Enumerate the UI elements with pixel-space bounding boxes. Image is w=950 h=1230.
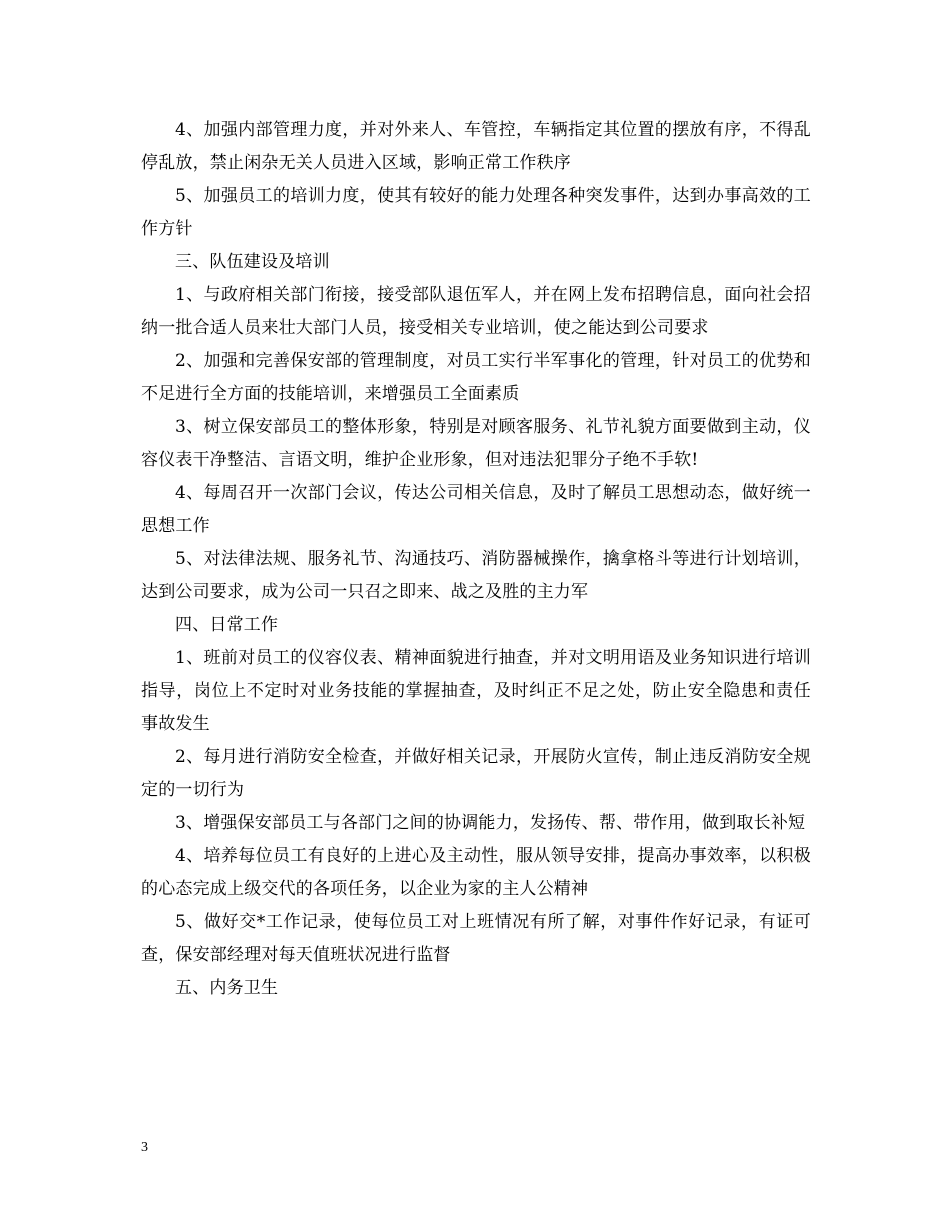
paragraph: 1、班前对员工的仪容仪表、精神面貌进行抽查，并对文明用语及业务知识进行培训指导，岗位上不定时对业务技能的掌握抽查，及时纠正不足之处，防止安全隐患和责任事故发生 bbox=[141, 648, 811, 734]
section-heading: 三、队伍建设及培训 bbox=[175, 252, 330, 272]
paragraph: 4、加强内部管理力度，并对外来人、车管控，车辆指定其位置的摆放有序，不得乱停乱放，禁止闲杂无关人员进入区域，影响正常工作秩序 bbox=[141, 120, 811, 173]
paragraph: 5、加强员工的培训力度，使其有较好的能力处理各种突发事件，达到办事高效的工作方针 bbox=[141, 186, 811, 239]
paragraph: 3、增强保安部员工与各部门之间的协调能力，发扬传、帮、带作用，做到取长补短 bbox=[175, 813, 806, 833]
page-number: 3 bbox=[141, 1140, 148, 1155]
section-heading: 五、内务卫生 bbox=[175, 978, 279, 998]
paragraph: 4、培养每位员工有良好的上进心及主动性，服从领导安排，提高办事效率，以积极的心态完成上级交代的各项任务，以企业为家的主人公精神 bbox=[141, 846, 811, 899]
paragraph: 5、对法律法规、服务礼节、沟通技巧、消防器械操作，擒拿格斗等进行计划培训，达到公司要求，成为公司一只召之即来、战之及胜的主力军 bbox=[141, 549, 811, 602]
paragraph: 3、树立保安部员工的整体形象，特别是对顾客服务、礼节礼貌方面要做到主动，仪容仪表干净整洁、言语文明，维护企业形象，但对违法犯罪分子绝不手软! bbox=[141, 417, 811, 470]
document-body bbox=[141, 114, 811, 1005]
paragraph: 5、做好交*工作记录，使每位员工对上班情况有所了解，对事件作好记录，有证可查，保安部经理对每天值班状况进行监督 bbox=[141, 912, 811, 965]
paragraph: 1、与政府相关部门衔接，接受部队退伍军人，并在网上发布招聘信息，面向社会招纳一批合适人员来壮大部门人员，接受相关专业培训，使之能达到公司要求 bbox=[141, 285, 811, 338]
paragraph: 2、加强和完善保安部的管理制度，对员工实行半军事化的管理，针对员工的优势和不足进行全方面的技能培训，来增强员工全面素质 bbox=[141, 351, 811, 404]
paragraph: 4、每周召开一次部门会议，传达公司相关信息，及时了解员工思想动态，做好统一思想工作 bbox=[141, 483, 811, 536]
section-heading: 四、日常工作 bbox=[175, 615, 279, 635]
paragraph: 2、每月进行消防安全检查，并做好相关记录，开展防火宣传，制止违反消防安全规定的一切行为 bbox=[141, 747, 811, 800]
